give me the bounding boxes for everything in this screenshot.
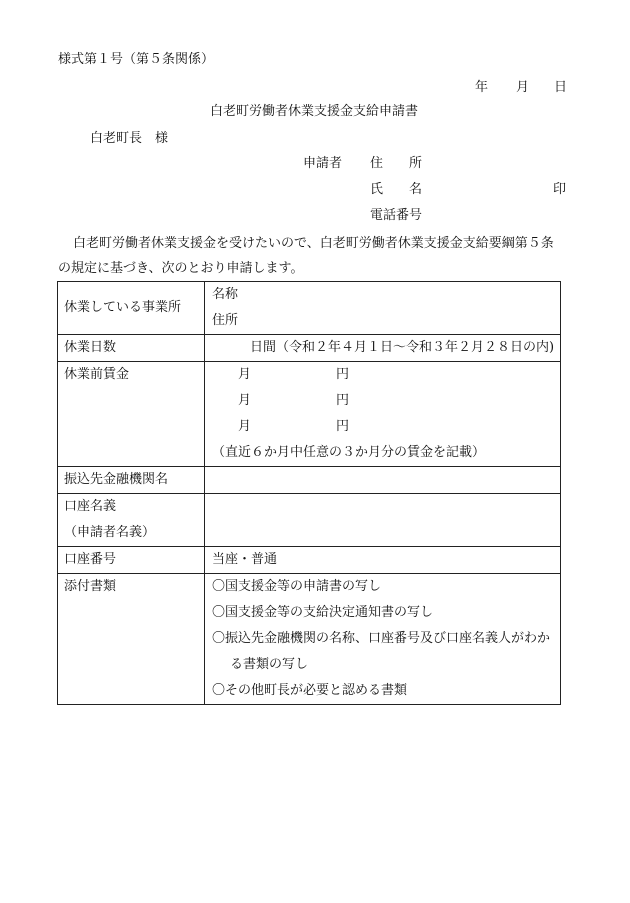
wage-value-cell[interactable] [205,362,561,467]
row-bank [58,467,561,494]
date-month-label: 月 [516,80,530,95]
account-name-sublabel: （申請者名義） [64,525,156,540]
days-value: 日間（令和２年４月１日～令和３年２月２８日の内) [250,340,555,355]
row-workplace [58,282,561,335]
attachments-label: 添付書類 [64,579,117,594]
wage-label: 休業前賃金 [64,367,130,382]
document-title: 白老町労働者休業支援金支給申請書 [210,104,419,119]
intro-line-2: の規定に基づき、次のとおり申請します。 [58,261,304,276]
applicant-address-label: 住 所 [370,156,423,171]
account-number-value-cell[interactable] [205,547,561,574]
workplace-name-label: 名称 [212,287,239,302]
wage-row-3 [212,414,560,440]
attachments-label-cell [58,574,205,705]
workplace-value-cell[interactable] [205,282,561,335]
days-label: 休業日数 [64,340,117,355]
days-value-cell[interactable] [205,335,561,362]
intro-line-1: 白老町労働者休業支援金を受けたいので、白老町労働者休業支援金支給要綱第５条 [73,236,554,251]
form-number: 様式第１号（第５条関係） [58,52,215,67]
attachment-item: 〇国支援金等の申請書の写し [212,579,382,594]
wage-note: （直近６か月中任意の３か月分の賃金を記載） [212,445,486,460]
wage-label-cell [58,362,205,467]
wage-row-2 [212,388,560,414]
wage-month-3: 月 [238,419,252,434]
wage-row-1 [212,362,560,388]
wage-month-1: 月 [238,367,252,382]
wage-yen-2: 円 [336,393,350,408]
application-table [57,281,561,705]
attachment-item-continuation: る書類の写し [230,657,309,672]
bank-label-cell [58,467,205,494]
addressee: 白老町長 様 [90,131,169,146]
attachment-item: 〇国支援金等の支給決定通知書の写し [212,605,434,620]
workplace-address-label: 住所 [212,313,239,328]
attachment-item: 〇振込先金融機関の名称、口座番号及び口座名義人がわか [212,631,551,646]
days-label-cell [58,335,205,362]
account-name-label-cell [58,494,205,547]
account-type-options: 当座・普通 [212,552,278,567]
wage-month-2: 月 [238,393,252,408]
workplace-label: 休業している事業所 [64,300,182,315]
applicant-name-label: 氏 名 [370,182,423,197]
date-year-label: 年 [475,80,489,95]
account-number-label: 口座番号 [64,552,117,567]
bank-value-cell[interactable] [205,467,561,494]
row-wage [58,362,561,467]
attachment-item: 〇その他町長が必要と認める書類 [212,683,408,698]
account-name-value-cell[interactable] [205,494,561,547]
row-account-name [58,494,561,547]
wage-yen-1: 円 [336,367,350,382]
row-attachments [58,574,561,705]
seal-mark: 印 [553,182,567,197]
applicant-label: 申請者 [303,156,343,171]
wage-yen-3: 円 [336,419,350,434]
bank-label: 振込先金融機関名 [64,472,169,487]
applicant-phone-label: 電話番号 [370,208,423,223]
date-day-label: 日 [554,80,568,95]
row-days [58,335,561,362]
row-account-number [58,547,561,574]
account-name-label: 口座名義 [64,499,117,514]
account-number-label-cell [58,547,205,574]
attachments-value-cell [205,574,561,705]
workplace-label-cell [58,282,205,335]
